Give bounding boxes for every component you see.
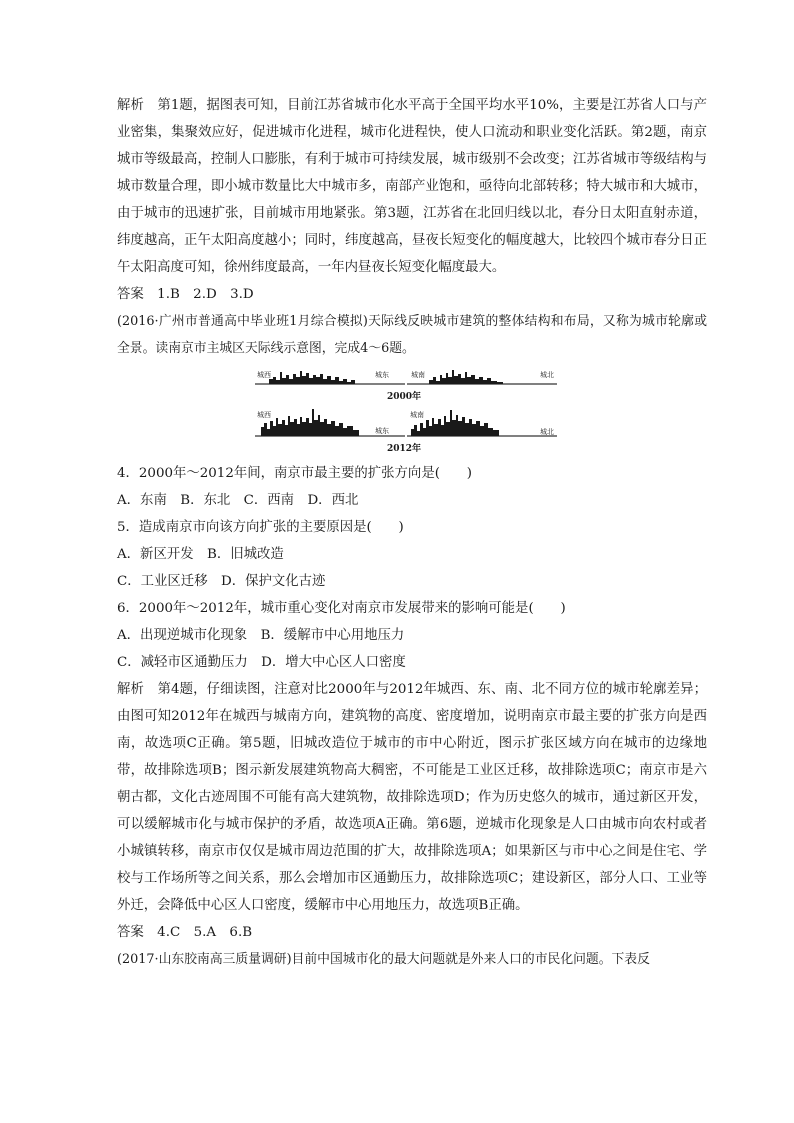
intro-next: (2017·山东胶南高三质量调研)目前中国城市化的最大问题就是外来人口的市民化问题。下表反 <box>117 952 650 967</box>
question-5: 5．造成南京市向该方向扩张的主要原因是( ) <box>117 520 404 535</box>
answer-1: 答案 1.B 2.D 3.D <box>117 287 254 302</box>
question-5-options-c-d: C．工业区迁移 D．保护文化古迹 <box>117 574 326 589</box>
question-6-options-c-d: C．减轻市区通勤压力 D．增大中心区人口密度 <box>117 655 406 670</box>
label-2012-west: 城西 <box>257 411 271 419</box>
label-2000-south: 城南 <box>411 371 425 379</box>
question-6-options-a-b: A．出现逆城市化现象 B．缓解市中心用地压力 <box>117 628 405 643</box>
intro-4-6: (2016·广州市普通高中毕业班1月综合模拟)天际线反映城市建筑的整体结构和布局，又称为城市轮廓或全景。读南京市主城区天际线示意图，完成4～6题。 <box>117 314 707 356</box>
year-2000: 2000年 <box>386 392 422 402</box>
analysis-2: 解析 第4题，仔细读图，注意对比2000年与2012年城西、东、南、北不同方位的城市轮廓差异；由图可知2012年在城西与城南方向，建筑物的高度、密度增加，说明南京市最主要的扩张方向是西南，故选项C正确。第5题，旧城改造位于城市的市中心附近，图示扩张区域方向在城市的边缘地带，故排除选项B；图示新发展建筑物高大稠密，不可能是工业区迁移，故排除选项C；南京市是六朝古都，文化古迹周围不可能有高大建筑物，故排除选项D；作为历史悠久的城市，通过新区开发，可以缓解城市化与城市保护的矛盾，故选项A正确。第6题，逆城市化现象是人口由城市向农村或者小城镇转移，南京市仅仅是城市周边范围的扩大，故排除选项A；如果新区与市中心之间是住宅、学校与工作场所等之间关系，那么会增加市区通勤压力，故排除选项C；建设新区，部分人口、工业等外迁，会降低中心区人口密度，缓解市中心用地压力，故选项B正确。 <box>117 682 707 913</box>
year-2012: 2012年 <box>386 444 422 454</box>
question-5-options-a-b: A．新区开发 B．旧城改造 <box>117 547 284 562</box>
analysis-1: 解析 第1题，据图表可知，目前江苏省城市化水平高于全国平均水平10%，主要是江苏省人口与产业密集，集聚效应好，促进城市化进程，城市化进程快，使人口流动和职业变化活跃。第2题，南京城市等级最高，控制人口膨胀，有利于城市可持续发展，城市级别不会改变；江苏省城市等级结构与城市数量合理，即小城市数量比大中城市多，南部产业饱和，亟待向北部转移；特大城市和大城市，由于城市的迅速扩张，目前城市用地紧张。第3题，江苏省在北回归线以北，春分日太阳直射赤道，纬度越高，正午太阳高度越小；同时，纬度越高，昼夜长短变化的幅度越大，比较四个城市春分日正午太阳高度可知，徐州纬度最高，一年内昼夜长短变化幅度最大。 <box>117 98 707 275</box>
question-4-options: A．东南 B．东北 C．西南 D．西北 <box>117 493 359 508</box>
label-2012-south: 城南 <box>410 411 424 419</box>
label-2012-east: 城东 <box>375 427 389 435</box>
skyline-2012-south-north <box>407 407 557 437</box>
skyline-figure <box>117 365 707 458</box>
label-2000-east: 城东 <box>375 371 389 379</box>
label-2012-north: 城北 <box>540 428 554 436</box>
question-4: 4．2000年～2012年间，南京市最主要的扩张方向是( ) <box>117 466 472 481</box>
skyline-2000-south-north <box>407 365 557 385</box>
label-2000-west: 城西 <box>257 371 271 379</box>
page-content <box>117 92 707 973</box>
answer-2: 答案 4.C 5.A 6.B <box>117 925 253 940</box>
label-2000-north: 城北 <box>540 371 554 379</box>
question-6: 6．2000年～2012年，城市重心变化对南京市发展带来的影响可能是( ) <box>117 601 566 616</box>
